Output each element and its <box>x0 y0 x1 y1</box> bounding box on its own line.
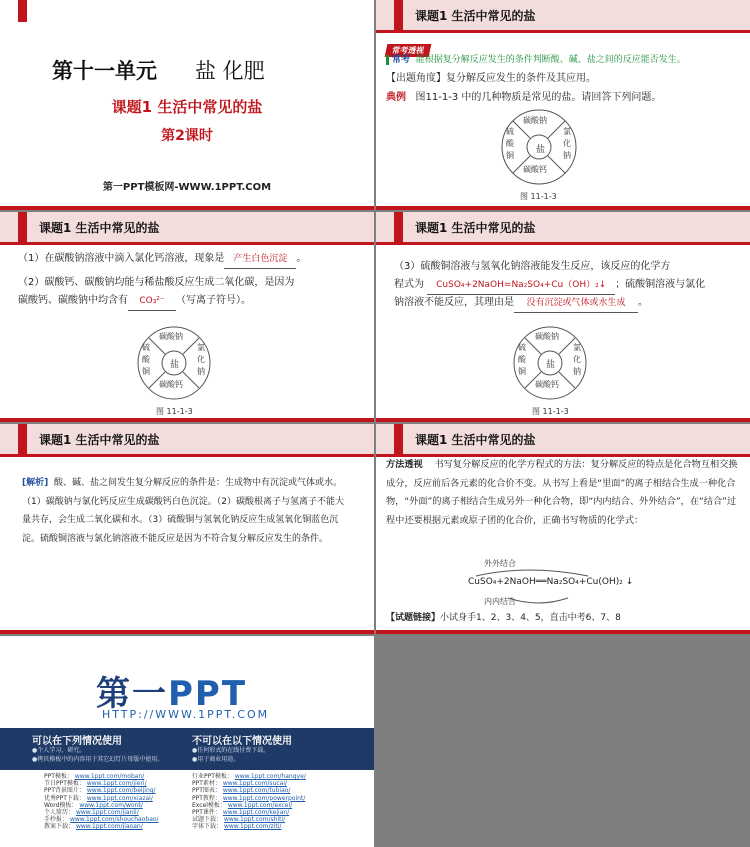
slide-questions-1-2[interactable] <box>0 212 374 422</box>
test-link: 【试题链接】小试身手1、2、3、4、5，直击中考6、7、8 <box>386 613 621 623</box>
question-3-line3: 钠溶液不能反应，其理由是 没有沉淀或气体或水生成 。 <box>394 294 744 313</box>
site-credit: 第一PPT模板网-WWW.1PPT.COM <box>102 182 272 193</box>
slide-header <box>0 424 374 457</box>
can-use-title: 可以在下列情况使用 <box>32 736 122 747</box>
link-row[interactable]: PPT模板： www.1ppt.com/moban/ <box>44 773 145 780</box>
wheel-bottom: 碳酸钙 <box>535 380 559 389</box>
link-row[interactable]: 个人简历： www.1ppt.com/jianli/ <box>44 809 139 817</box>
wheel-right: 氯化钠 <box>573 343 581 376</box>
link-row[interactable]: 试题下载： www.1ppt.com/shiti/ <box>192 816 286 824</box>
unit-title: 第十一单元 盐 化肥 <box>52 59 265 83</box>
links-right <box>192 773 306 831</box>
links-left <box>44 773 159 831</box>
usage-info-panel <box>0 728 374 770</box>
method-text: 方法透视 书写复分解反应的化学方程式的方法：复分解反应的特点是化合物互相交换成分，反应前后各元素的化合价不变。从书写上看是“里面”的离子相结合生成一种化合物，“外面”的离子相结合生成另外一种化合物，即“内内结合、外外结合”，在“结合”过程中还要根据元素或原子团的化合价，正确书写物质的化学式： <box>386 459 738 526</box>
accent-bar <box>18 0 27 22</box>
link-row[interactable]: 优秀PPT下载： www.1ppt.com/xiazai/ <box>44 794 153 802</box>
link-row[interactable]: 手抄报： www.1ppt.com/shouchaobao/ <box>44 816 159 824</box>
angle-line: 【出题角度】复分解反应发生的条件及其应用。 <box>386 73 596 84</box>
slide-header <box>376 424 750 457</box>
link-row[interactable]: PPT背景图片： www.1ppt.com/beijing/ <box>44 787 156 795</box>
lesson-period: 第2课时 <box>161 128 213 144</box>
header-title: 课题1 生活中常见的盐 <box>39 221 160 235</box>
wheel-center: 盐 <box>546 360 556 370</box>
tag-badge: 常考透视 <box>386 38 430 57</box>
slide-branding[interactable] <box>0 636 374 847</box>
reaction-equation: CuSO₄+2NaOH══Na₂SO₄+Cu(OH)₂ ↓ <box>468 577 634 587</box>
link-row[interactable]: 教案下载： www.1ppt.com/jiaoan/ <box>44 823 143 831</box>
cannot-use-item-1: ●任何形式的在线付费下载。 <box>192 747 270 754</box>
footer-bar <box>0 630 374 634</box>
wheel-left: 硫酸铜 <box>518 343 526 376</box>
cannot-use-title: 不可以在以下情况使用 <box>192 736 292 747</box>
link-row[interactable]: PPT教程： www.1ppt.com/powerpoint/ <box>192 794 306 802</box>
slide-analysis[interactable] <box>0 424 374 634</box>
wheel-bottom: 碳酸钙 <box>523 165 547 174</box>
question-2-line2: 碳酸钙、碳酸钠中均含有 CO₃²⁻ （写离子符号）。 <box>18 292 368 311</box>
wheel-center: 盐 <box>536 145 546 155</box>
link-row[interactable]: 节日PPT模板： www.1ppt.com/jieri/ <box>44 780 147 788</box>
footer-bar <box>376 418 750 422</box>
figure-caption: 图 11-1-3 <box>532 407 569 416</box>
wheel-top: 碳酸钠 <box>535 332 559 341</box>
link-row[interactable]: Word模板： www.1ppt.com/word/ <box>44 801 143 809</box>
cannot-use-item-2: ●用于商业用途。 <box>192 756 240 763</box>
wheel-left: 硫酸铜 <box>142 343 150 376</box>
link-row[interactable]: 行业PPT模板： www.1ppt.com/hangye/ <box>192 773 306 780</box>
footer-bar <box>376 206 750 210</box>
wheel-right: 氯化钠 <box>197 343 205 376</box>
header-title: 课题1 生活中常见的盐 <box>415 433 536 447</box>
question-1: （1）在碳酸钠溶液中滴入氯化钙溶液，现象是 产生白色沉淀 。 <box>18 250 368 269</box>
slide-exam-focus[interactable] <box>376 0 750 210</box>
header-title: 课题1 生活中常见的盐 <box>39 433 160 447</box>
slide-header <box>0 212 374 245</box>
footer-bar <box>0 206 374 210</box>
question-3-line2: 程式为 CuSO₄+2NaOH=Na₂SO₄+Cu（OH）₂↓ ；硫酸铜溶液与氯化 <box>394 276 744 295</box>
can-use-item-1: ●个人学习、研究。 <box>32 747 86 754</box>
wheel-bottom: 碳酸钙 <box>159 380 183 389</box>
link-row[interactable]: PPT素材： www.1ppt.com/sucai/ <box>192 780 288 788</box>
header-title: 课题1 生活中常见的盐 <box>415 221 536 235</box>
question-3-line1: （3）硫酸铜溶液与氢氧化钠溶液能发生反应，该反应的化学方 <box>394 261 671 272</box>
figure-caption: 图 11-1-3 <box>156 407 193 416</box>
ppt-logo: 第一PPT <box>96 674 248 714</box>
footer-bar <box>376 630 750 634</box>
slide-header <box>376 212 750 245</box>
wheel-top: 碳酸钠 <box>523 116 547 125</box>
wheel-center: 盐 <box>170 360 180 370</box>
analysis-text: [解析] 酸、碱、盐之间发生复分解反应的条件是：生成物中有沉淀或气体或水。（1）碳酸钠与氯化钙反应生成碳酸钙白色沉淀。（2）碳酸根离子与氢离子不能大量共存，会生成二氧化碳和水。（3）硫酸铜与氢氧化钠反应生成氢氧化铜蓝色沉淀。硫酸铜溶液与氯化钠溶液不能反应是因为不符合复分解反应发生的条件。 <box>22 478 344 544</box>
link-row[interactable]: PPT课件： www.1ppt.com/kejian/ <box>192 809 290 817</box>
figure-caption: 图 11-1-3 <box>520 192 557 201</box>
footer-bar <box>0 418 374 422</box>
can-use-item-2: ●拷贝模板中的内容用于其它幻灯片母版中使用。 <box>32 756 164 763</box>
logo-url: HTTP://WWW.1PPT.COM <box>102 708 270 721</box>
wheel-top: 碳酸钠 <box>159 332 183 341</box>
wheel-right: 氯化钠 <box>563 127 571 160</box>
link-row[interactable]: PPT图表： www.1ppt.com/tubiao/ <box>192 787 291 795</box>
slide-question-3[interactable] <box>376 212 750 422</box>
link-row[interactable]: Excel模板： www.1ppt.com/excel/ <box>192 801 293 809</box>
inner-combine-label: 内内结合 <box>484 597 516 606</box>
slide-title[interactable] <box>0 0 374 210</box>
empty-grid-cell <box>376 636 750 847</box>
outer-combine-label: 外外结合 <box>484 559 516 568</box>
slide-method[interactable] <box>376 424 750 634</box>
wheel-left: 硫酸铜 <box>506 127 514 160</box>
slide-header <box>376 0 750 33</box>
lesson-title: 课题1 生活中常见的盐 <box>111 98 263 116</box>
question-2-line1: （2）碳酸钙、碳酸钠均能与稀盐酸反应生成二氧化碳，是因为 <box>18 277 295 288</box>
kao-line: 常考 能根据复分解反应发生的条件判断酸、碱、盐之间的反应能否发生。 <box>386 52 746 69</box>
header-title: 课题1 生活中常见的盐 <box>415 9 536 23</box>
link-row[interactable]: 字体下载： www.1ppt.com/ziti/ <box>192 823 282 831</box>
example-line: 典例 图11-1-3 中的几种物质是常见的盐。请回答下列问题。 <box>386 92 662 103</box>
